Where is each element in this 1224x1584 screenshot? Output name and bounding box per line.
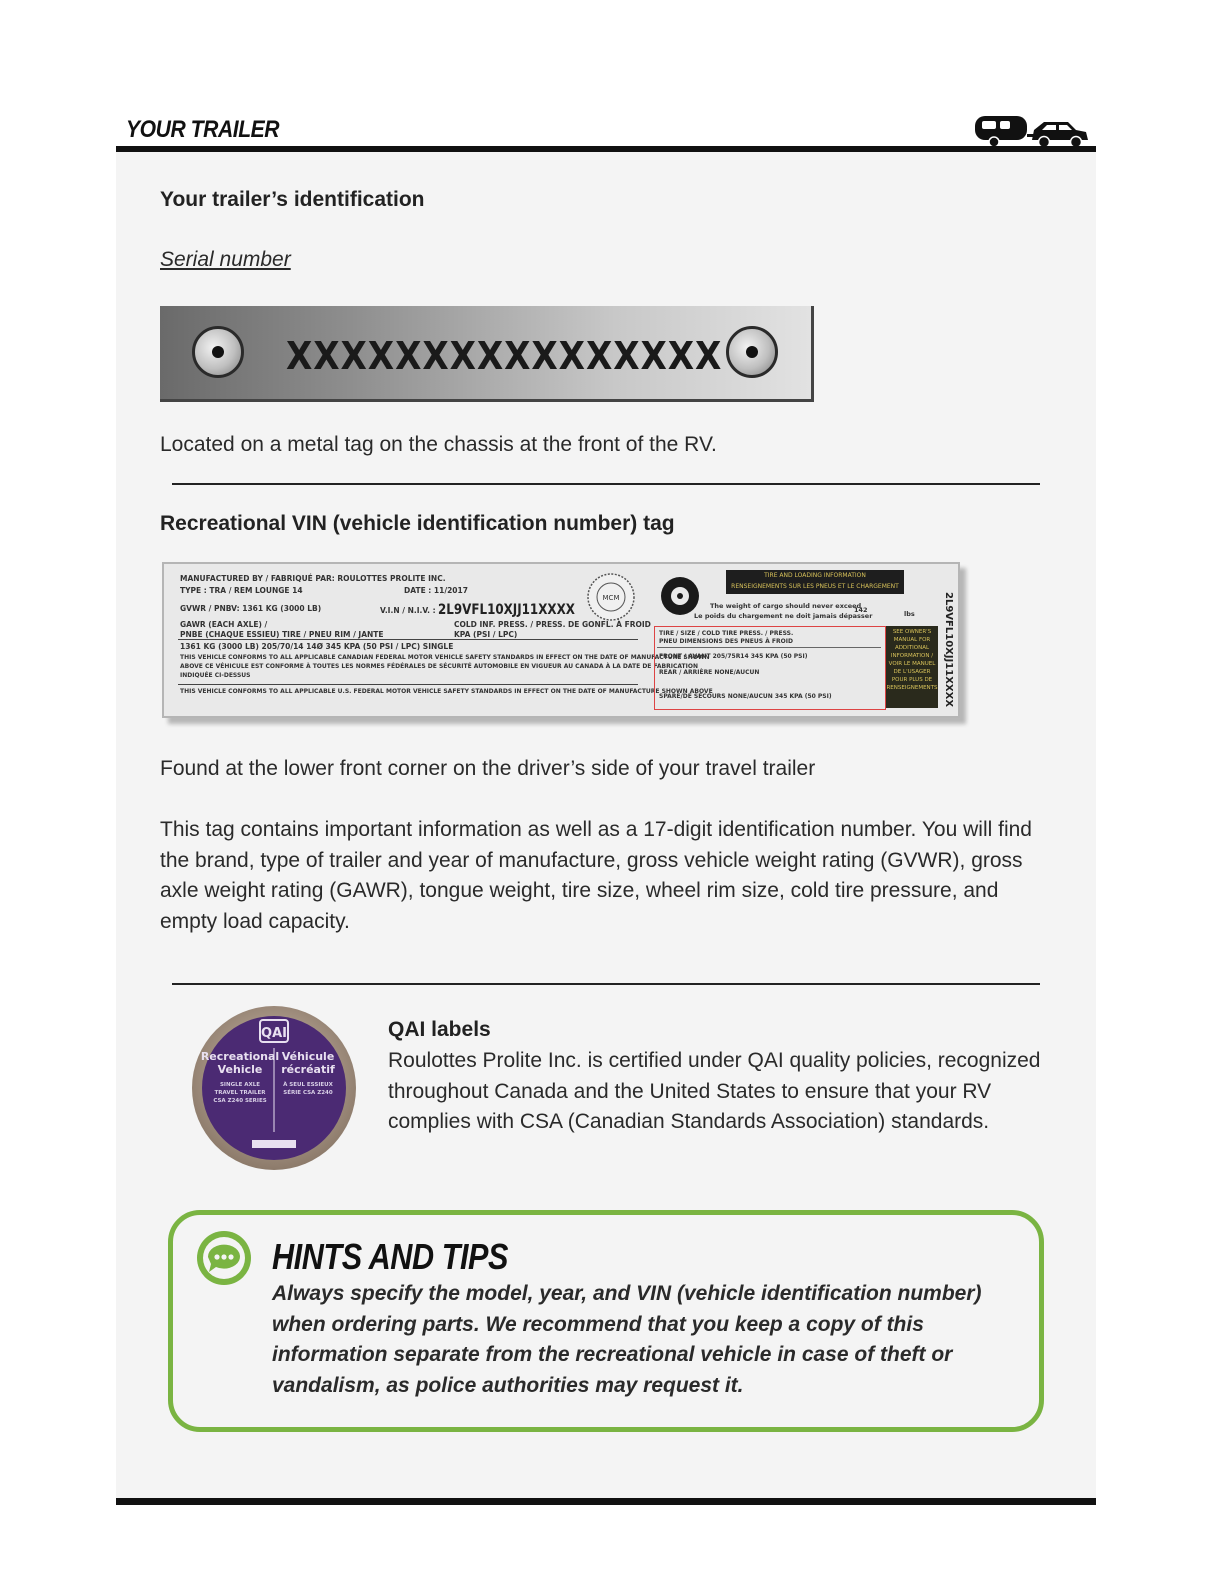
svg-text:À SEUL ESSIEUXSÉRIE CSA Z240: À SEUL ESSIEUX SÉRIE CSA Z240 [283, 1082, 333, 1096]
vin-conform-ca: THIS VEHICLE CONFORMS TO ALL APPLICABLE CANADIAN FEDERAL MOTOR VEHICLE SAFETY STANDARDS IN EFFECT ON THE DATE OF MANUFACTURE SHOWN [180, 654, 710, 661]
vin-description-text: This tag contains important information as well as a 17-digit identification number. You will find the brand, type of trailer and year of manufacture, gross vehicle weight rating (GVWR), gross axle weight rating (GAWR), tongue weight, tire size, wheel rim size, cold tire pressure, and empty load capacity. [160, 818, 1032, 933]
trailer-and-car-icon [972, 112, 1090, 150]
vin-location-text: Found at the lower front corner on the driver’s side of your travel trailer [160, 757, 816, 780]
vin-conform-fr2: INDIQUÉE CI-DESSUS [180, 672, 251, 679]
tire-loading-header: TIRE AND LOADING INFORMATION RENSEIGNEMENTS SUR LES PNEUS ET LE CHARGEMENT [726, 570, 904, 594]
vin-gvwr: GVWR / PNBV: 1361 KG (3000 LB) [180, 604, 322, 613]
identification-heading: Your trailer’s identification [160, 188, 425, 211]
rivet-icon [726, 326, 778, 378]
hints-and-tips-title: HINTS AND TIPS [272, 1236, 509, 1277]
speech-bubble-icon [196, 1230, 252, 1286]
tire-icon [660, 576, 700, 616]
svg-text:Véhiculerécréatif: Véhicule récréatif [281, 1050, 335, 1076]
cargo-note-fr: Le poids du chargement ne doit jamais dépasser [694, 612, 873, 620]
serial-location-text: Located on a metal tag on the chassis at the front of the RV. [160, 433, 717, 456]
vin-type: TYPE : TRA / REM LOUNGE 14 [180, 586, 303, 595]
cargo-note: The weight of cargo should never exceed [710, 602, 862, 610]
vin-tag-image [162, 562, 960, 718]
vin-label: V.I.N / N.I.V. : [380, 606, 436, 615]
qai-logo: QAI [261, 1026, 287, 1041]
divider [172, 483, 1040, 485]
svg-text:RecreationalVehicle: Recreational Vehicle [200, 1050, 280, 1076]
vin-row-values: 1361 KG (3000 LB) 205/70/14 14Ø 345 KPA (50 PSI / LPC) SINGLE [180, 642, 454, 651]
vin-number: 2L9VFL10XJJ11XXXX [438, 602, 575, 618]
vin-gawr: GAWR (EACH AXLE) / [180, 620, 268, 629]
svg-text:SINGLE AXLETRAVEL TRAILERCSA Z: SINGLE AXLE TRAVEL TRAILER CSA Z240 SERIES [213, 1082, 267, 1104]
serial-number-label: Serial number [160, 248, 291, 271]
vin-date: DATE : 11/2017 [404, 586, 468, 595]
serial-number-tag [160, 306, 814, 402]
vin-conform-fr: ABOVE CE VÉHICULE EST CONFORME À TOUTES LES NORMES FÉDÉRALES DE SÉCURITÉ AUTOMOBILE EN VIGUEUR AU CANADA À LA DATE DE FABRICATION [180, 663, 699, 670]
certification-seal-icon [586, 572, 636, 622]
see-manual-note: SEE OWNER'S MANUAL FOR ADDITIONAL INFORMATION / VOIR LE MANUEL DE L'USAGER POUR PLUS DE RENSEIGNEMENTS [886, 626, 938, 708]
vin-side-number: 2L9VFL10XJJ11XXXX [943, 592, 954, 708]
divider [172, 983, 1040, 985]
vin-conform-us: THIS VEHICLE CONFORMS TO ALL APPLICABLE U.S. FEDERAL MOTOR VEHICLE SAFETY STANDARDS IN EFFECT ON THE DATE OF MANUFACTURE SHOWN ABOVE [180, 688, 713, 695]
qai-heading: QAI labels [388, 1018, 491, 1041]
hints-and-tips-text: Always specify the model, year, and VIN (vehicle identification number) when ordering parts. We recommend that you keep a copy of this information separate from the recreational vehicle in case of theft or vandalism, as police authorities may request it. [272, 1282, 982, 1397]
tire-table: TIRE / SIZE / COLD TIRE PRESS. / PRESS. PNEU DIMENSIONS DES PNEUS À FROID FRONT / AVANT 205/75R14 345 KPA (50 PSI) REAR / ARRIÈRE NONE/AUCUN SPARE/DE SECOURS NONE/AUCUN 345 KPA (50 PSI) [654, 626, 886, 710]
vin-heading: Recreational VIN (vehicle identification number) tag [160, 512, 675, 535]
vin-cold-press: COLD INF. PRESS. / PRESS. DE GONFL. À FROID [454, 620, 651, 629]
vin-manufacturer: MANUFACTURED BY / FABRIQUÉ PAR: ROULOTTES PROLITE INC. [180, 574, 446, 583]
section-title: YOUR TRAILER [126, 116, 280, 143]
qai-seal-icon [190, 1004, 358, 1172]
qai-text: Roulottes Prolite Inc. is certified under QAI quality policies, recognized throughout Canada and the United States to ensure that your RV complies with CSA (Canadian Standards Association) standards. [388, 1049, 1041, 1133]
vin-pnbe: PNBE (CHAQUE ESSIEU) TIRE / PNEU RIM / JANTE [180, 630, 384, 639]
vin-kpa: KPA (PSI / LPC) [454, 630, 518, 639]
rivet-icon [192, 326, 244, 378]
footer-rule [116, 1498, 1096, 1505]
cargo-lbs: lbs [904, 610, 915, 618]
serial-number-value: XXXXXXXXXXXXXXXX [286, 334, 723, 378]
svg-text:MCM: MCM [602, 594, 620, 602]
cargo-kg: 142 [854, 606, 868, 614]
